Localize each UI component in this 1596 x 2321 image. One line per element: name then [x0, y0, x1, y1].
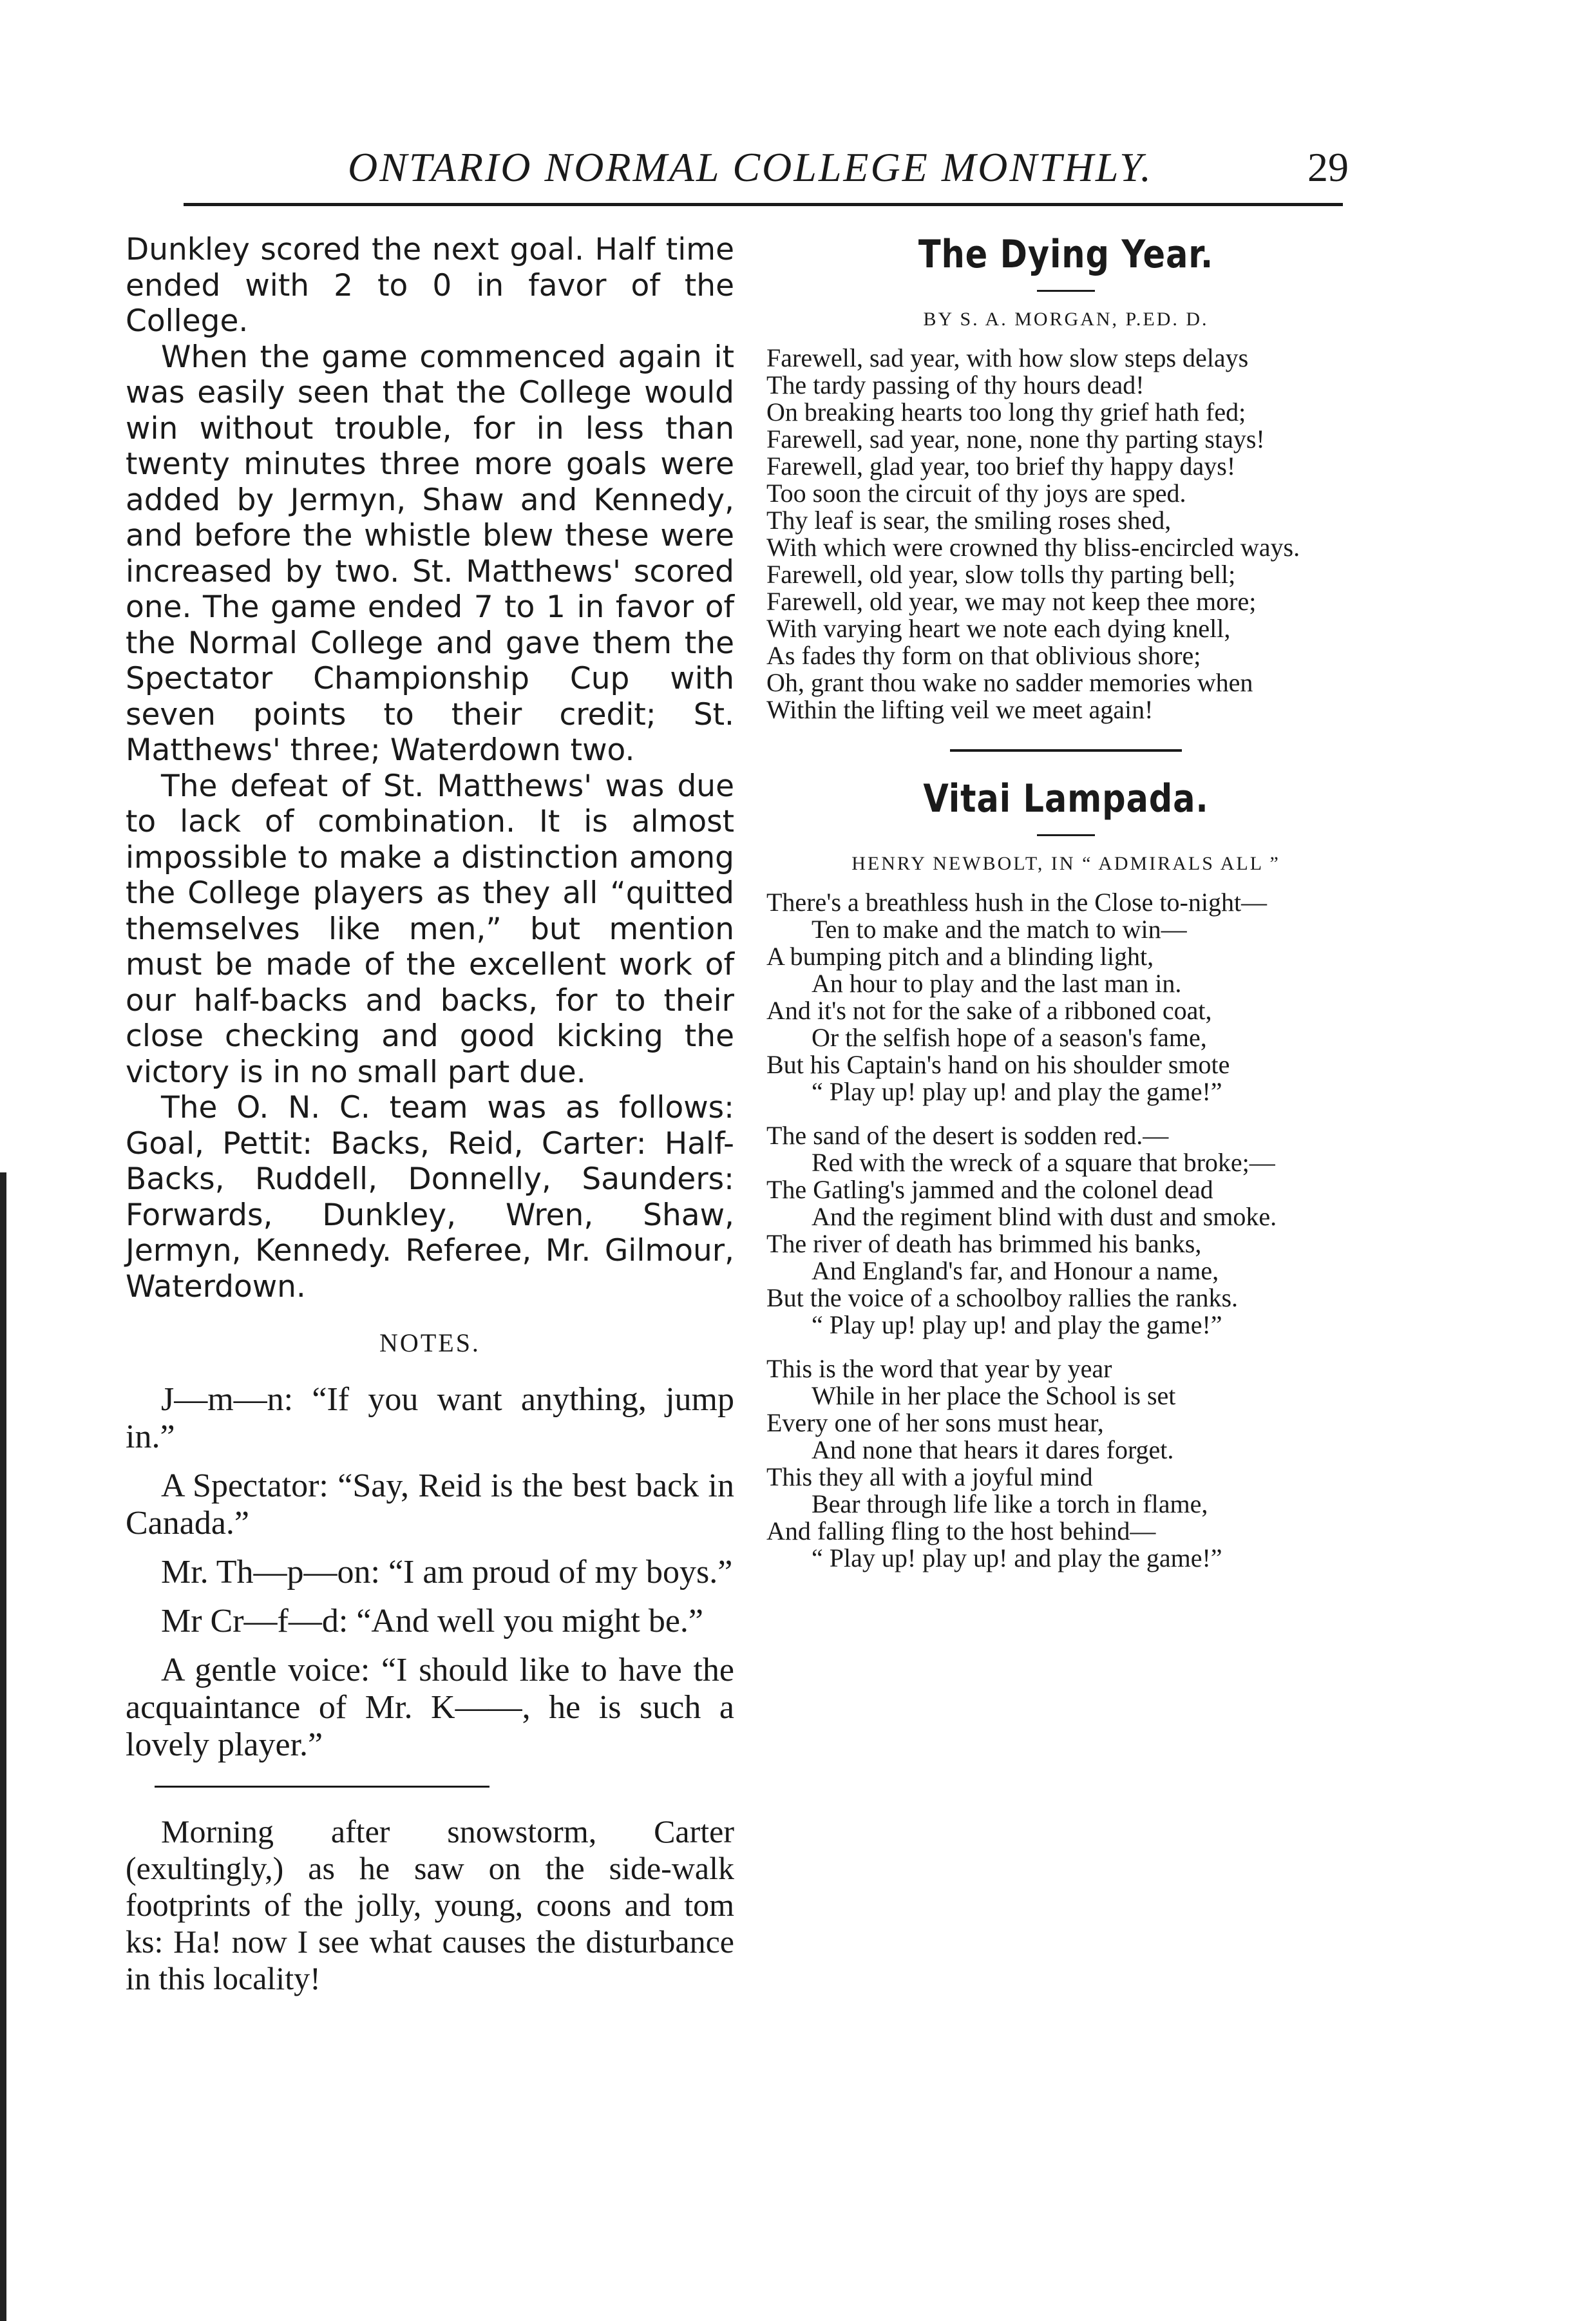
poem-line: The sand of the desert is sodden red.—: [766, 1121, 1169, 1150]
running-title: ONTARIO NORMAL COLLEGE MONTHLY.: [348, 144, 1153, 190]
poem-line: Red with the wreck of a square that broke;—: [812, 1148, 1275, 1177]
poem-line: “ Play up! play up! and play the game!”: [812, 1543, 1222, 1572]
title-rule: [1037, 290, 1095, 292]
poem-line: The river of death has brimmed his banks,: [766, 1229, 1202, 1258]
paragraph-second-half: When the game commenced again it was easily seen that the College would win without trouble, for in less than twenty minutes three more goals were added by Jermyn, Shaw and Kennedy, and before the whistle blew these were increased by two. St. Matthews' scored one. The game ended 7 to 1 in favor of the Normal College and gave them the Spectator Championship Cup with seven points to their credit; St. Matthews' three; Waterdown two.: [126, 339, 734, 768]
poem-line: Farewell, sad year, none, none thy parting stays!: [766, 425, 1265, 454]
poem-title-vitai-lampada: Vitai Lampada.: [923, 776, 1209, 821]
poem-line: As fades thy form on that oblivious shore;: [766, 641, 1201, 670]
poem-byline-dying-year: BY S. A. MORGAN, P.ED. D.: [923, 309, 1209, 330]
poem-line: With varying heart we note each dying knell,: [766, 614, 1231, 643]
poem-line: Farewell, sad year, with how slow steps delays: [766, 343, 1249, 372]
right-column: [766, 232, 1365, 1572]
poem-byline-vitai-lampada: HENRY NEWBOLT, IN “ ADMIRALS ALL ”: [851, 853, 1280, 874]
poem-stanza: [766, 1122, 1365, 1339]
stanza-gap: [766, 1105, 1365, 1122]
poem-line: Bear through life like a torch in flame,: [812, 1489, 1208, 1518]
title-rule: [1037, 834, 1095, 836]
poem-stanza: [766, 889, 1365, 1105]
poem-line: Ten to make and the match to win—: [812, 915, 1187, 944]
poem-line: Every one of her sons must hear,: [766, 1408, 1104, 1437]
poem-line: There's a breathless hush in the Close to-night—: [766, 888, 1268, 917]
poem-line: With which were crowned thy bliss-encircled ways.: [766, 533, 1300, 562]
notes-heading: NOTES.: [379, 1328, 480, 1357]
paragraph-team-list: The O. N. C. team was as follows: Goal, Pettit: Backs, Reid, Carter: Half-Backs, Ruddell, Donnelly, Saunders: Forwards, Dunkley, Wren, Shaw, Jermyn, Kennedy. Referee, Mr. Gilmour, Waterdown.: [126, 1090, 734, 1304]
poem-line: And none that hears it dares forget.: [812, 1435, 1174, 1464]
page-edge-mark: [0, 1172, 6, 2321]
poem-body-dying-year: [766, 345, 1365, 723]
poem-line: Oh, grant thou wake no sadder memories when: [766, 668, 1253, 697]
note-item: J—m—n: “If you want anything, jump in.”: [126, 1381, 734, 1455]
poem-line: But his Captain's hand on his shoulder smote: [766, 1050, 1230, 1079]
poem-line: And falling fling to the host behind—: [766, 1516, 1156, 1545]
left-column: [126, 232, 734, 1997]
note-item: Mr. Th—p—on: “I am proud of my boys.”: [161, 1554, 733, 1590]
page-number: 29: [1307, 144, 1349, 190]
poem-line: The tardy passing of thy hours dead!: [766, 370, 1145, 399]
poem-line: And England's far, and Honour a name,: [812, 1256, 1219, 1285]
poem-line: Thy leaf is sear, the smiling roses shed,: [766, 506, 1172, 535]
paragraph-half-time: Dunkley scored the next goal. Half time ended with 2 to 0 in favor of the College.: [126, 232, 734, 339]
stanza-gap: [766, 1339, 1365, 1355]
poem-line: Farewell, glad year, too brief thy happy days!: [766, 452, 1236, 481]
poem-line: A bumping pitch and a blinding light,: [766, 942, 1154, 971]
poem-line: Farewell, old year, slow tolls thy parting bell;: [766, 560, 1236, 589]
poem-line: This is the word that year by year: [766, 1354, 1112, 1383]
poem-line: While in her place the School is set: [812, 1381, 1176, 1410]
poem-stanza: [766, 1355, 1365, 1572]
closing-paragraph: Morning after snowstorm, Carter (exultingly,) as he saw on the side-walk footprints of the jolly, young, coons and tom ks: Ha! now I see what causes the disturbance in this locality!: [126, 1813, 734, 1996]
note-item: A gentle voice: “I should like to have the acquaintance of Mr. K——, he is such a lovely player.”: [126, 1652, 734, 1763]
poem-line: Within the lifting veil we meet again!: [766, 695, 1154, 724]
poem-title-dying-year: The Dying Year.: [918, 232, 1214, 277]
page-header: [0, 138, 1596, 209]
poem-line: The Gatling's jammed and the colonel dead: [766, 1175, 1213, 1204]
poem-line: “ Play up! play up! and play the game!”: [812, 1310, 1222, 1339]
poem-line: And the regiment blind with dust and smoke.: [812, 1202, 1277, 1231]
note-item: A Spectator: “Say, Reid is the best back in Canada.”: [126, 1467, 734, 1542]
poem-line: Or the selfish hope of a season's fame,: [812, 1023, 1207, 1052]
header-rule: [184, 203, 1343, 206]
poem-line: Farewell, old year, we may not keep thee more;: [766, 587, 1257, 616]
poem-line: On breaking hearts too long thy grief hath fed;: [766, 397, 1246, 426]
paragraph-defeat: The defeat of St. Matthews' was due to lack of combination. It is almost impossible to make a distinction among the College players as they all “quitted themselves like men,” but mention must be made of the excellent work of our half-backs and backs, for to their close checking and good kicking the victory is in no small part due.: [126, 768, 734, 1090]
section-divider: [155, 1786, 489, 1788]
poem-line: And it's not for the sake of a ribboned coat,: [766, 996, 1212, 1025]
note-item: Mr Cr—f—d: “And well you might be.”: [161, 1603, 703, 1639]
section-divider: [950, 749, 1182, 752]
poem-line: An hour to play and the last man in.: [812, 969, 1182, 998]
poem-line: This they all with a joyful mind: [766, 1462, 1093, 1491]
poem-line: But the voice of a schoolboy rallies the ranks.: [766, 1283, 1239, 1312]
poem-line: “ Play up! play up! and play the game!”: [812, 1077, 1222, 1106]
poem-line: Too soon the circuit of thy joys are sped.: [766, 479, 1186, 508]
